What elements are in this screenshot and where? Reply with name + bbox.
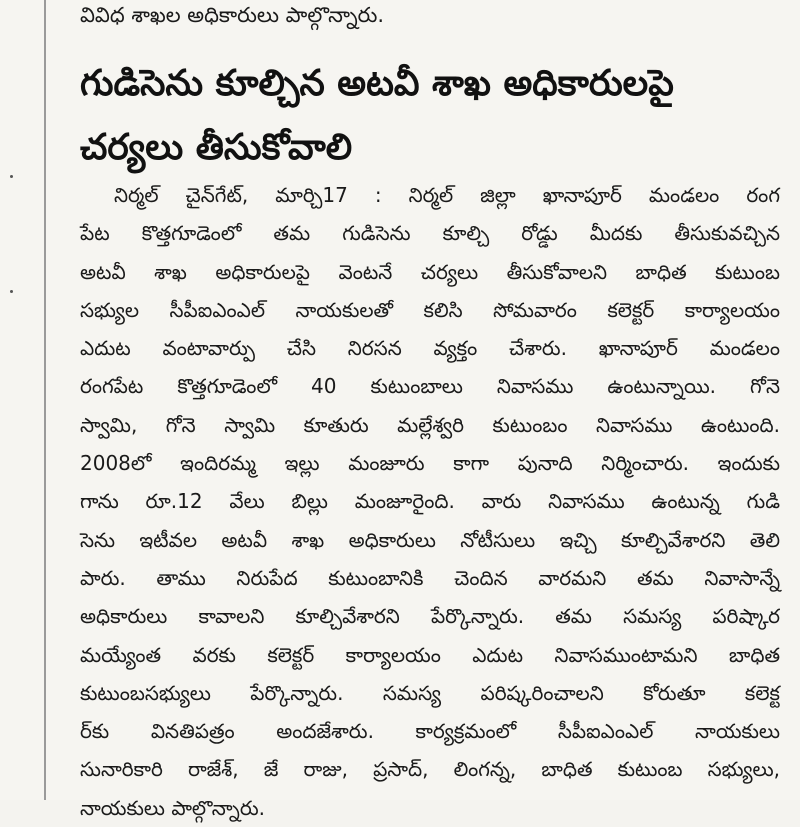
body-line: సెను ఇటీవల అటవీ శాఖ అధికారులు నోటీసులు ఇచ్చి కూల్చివేశారని తెలి (80, 527, 780, 552)
article-headline (80, 52, 780, 180)
article-body (80, 176, 780, 827)
column-divider (44, 0, 46, 800)
body-line: పేట కొత్తగూడెంలో తమ గుడిసెను కూల్చి రోడ్డు మీదకు తీసుకువచ్చిన (80, 221, 780, 246)
body-line: మయ్యేంత వరకు కలెక్టర్ కార్యాలయం ఎదుట నివాసముంటామని బాధిత (80, 642, 780, 667)
body-line: కుటుంబసభ్యులు పేర్కొన్నారు. సమస్య పరిష్కరించాలని కోరుతూ కలెక్ట (80, 680, 780, 705)
headline-line-1: గుడిసెను కూల్చిన అటవీ శాఖ అధికారులపై (80, 63, 674, 104)
body-line: 2008లో ఇందిరమ్మ ఇల్లు మంజూరు కాగా పునాది నిర్మించారు. ఇందుకు (80, 451, 780, 476)
body-line: ర్‌కు వినతిపత్రం అందజేశారు. కార్యక్రమంలో సీపీఐఎంఎల్ నాయకులు (80, 719, 780, 744)
edge-mark (10, 175, 13, 178)
body-line: సునారికారి రాజేశ్, జే రాజు, ప్రసాద్, లింగన్న, బాధిత కుటుంబ సభ్యులు, (80, 757, 780, 782)
body-line: నాయకులు పాల్గొన్నారు. (80, 795, 265, 820)
body-line: సభ్యుల సీపీఐఎంఎల్ నాయకులతో కలిసి సోమవారం కలెక్టర్ కార్యాలయం (80, 297, 780, 322)
body-line: అధికారులు కావాలని కూల్చివేశారని పేర్కొన్నారు. తమ సమస్య పరిష్కార (80, 604, 780, 629)
body-line: ఎదుట వంటావార్పు చేసి నిరసన వ్యక్తం చేశారు. ఖానాపూర్ మండలం (80, 336, 780, 361)
body-line: పారు. తాము నిరుపేద కుటుంబానికి చెందిన వారమని తమ నివాసాన్నే (80, 565, 780, 590)
edge-mark (10, 290, 13, 293)
body-line: అటవీ శాఖ అధికారులపై వెంటనే చర్యలు తీసుకోవాలని బాధిత కుటుంబ (80, 259, 780, 284)
body-line: రంగపేట కొత్తగూడెంలో 40 కుటుంబాలు నివాసము ఉంటున్నాయి. గోనె (80, 374, 780, 399)
previous-article-last-line: వివిధ శాఖల అధికారులు పాల్గొన్నారు. (80, 3, 385, 27)
headline-line-2: చర్యలు తీసుకోవాలి (80, 127, 353, 168)
body-line: గాను రూ.12 వేలు బిల్లు మంజూరైంది. వారు నివాసము ఉంటున్న గుడి (80, 489, 780, 514)
body-line: స్వామి, గోనె స్వామి కూతురు మల్లేశ్వరి కుటుంబం నివాసము ఉంటుంది. (80, 412, 780, 437)
body-line: నిర్మల్ చైన్‌గేట్, మార్చి17 : నిర్మల్ జిల్లా ఖానాపూర్ మండలం రంగ (114, 183, 780, 207)
